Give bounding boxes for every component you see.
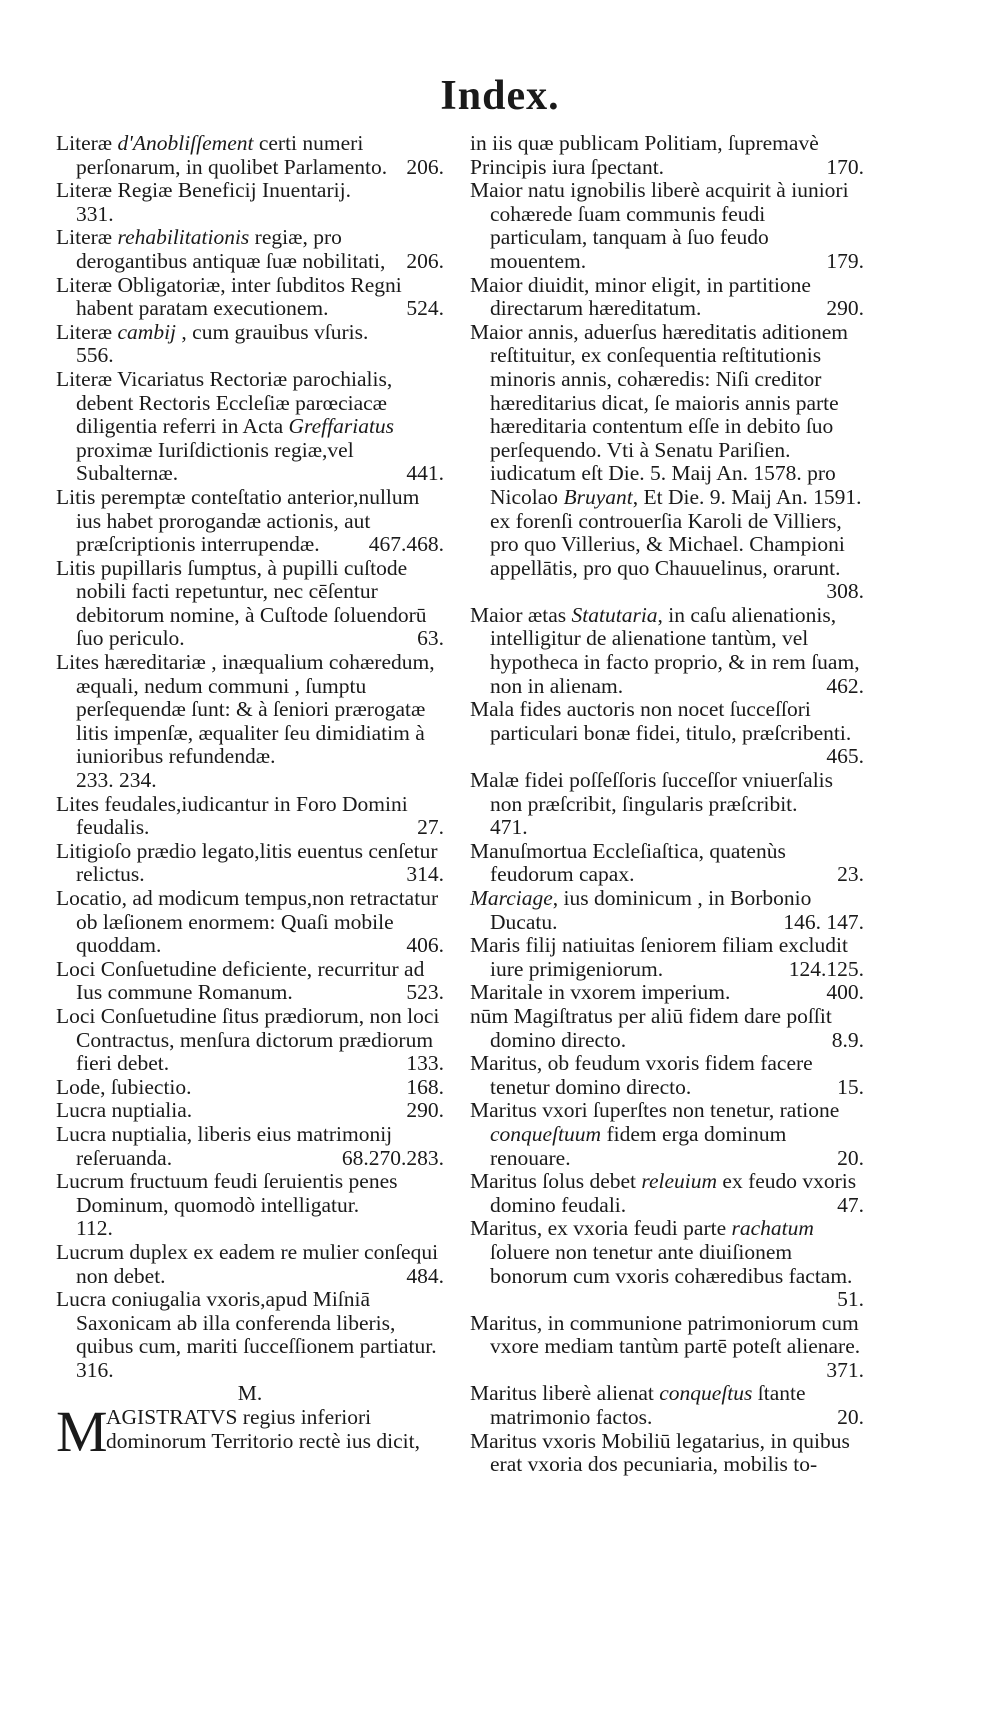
- page-reference: 23.: [837, 862, 864, 887]
- entry-text: Maior natu ignobilis liberè acquirit à iuniori cohærede ſuam communis feudi particulam, tanquam à ſuo feudo mouentem.: [470, 178, 849, 273]
- index-entry: [470, 887, 864, 934]
- page-reference: 15.: [837, 1074, 864, 1099]
- entry-text: certi numeri perſonarum, in quolibet Parlamento.: [76, 131, 388, 179]
- page-reference: 465.: [826, 744, 864, 769]
- index-entry: [56, 1288, 444, 1382]
- page-reference: 47.: [837, 1192, 864, 1217]
- page-reference: 179.: [826, 248, 864, 273]
- right-column: [470, 132, 864, 1477]
- entry-italic-term: Statutaria: [571, 602, 658, 627]
- entry-italic-term: rehabilitationis: [117, 225, 250, 250]
- entry-text: nūm Magiſtratus per aliū fidem dare poſſit domino directo.: [470, 1003, 832, 1052]
- index-entry: [56, 1005, 444, 1076]
- entry-text: Lucrum duplex ex eadem re mulier conſequi non debet.: [56, 1239, 439, 1288]
- index-entry: [56, 1241, 444, 1288]
- page-reference: 524.: [406, 296, 444, 321]
- page-reference: 206.: [406, 154, 444, 179]
- index-entry: [56, 1076, 444, 1100]
- page-reference: 8.9.: [831, 1027, 864, 1052]
- page-reference: 112.: [76, 1216, 113, 1241]
- index-entry: [470, 1005, 864, 1052]
- index-entry: [56, 226, 444, 273]
- index-entry: [56, 1170, 444, 1241]
- index-entry: [56, 179, 444, 226]
- entry-text: Maior annis, aduerſus hæreditatis aditionem reſtituitur, ex conſequentia reſtitutionis minoris annis, cohæredis: Niſi creditor hæreditarius dicat, ſe maioris annis parte hæreditaria contentum eſſe in debito ſuo perſequendo. Vti à Senatu Pariſien. iudicatum eſt Die. 5. Maij An. 1578. pro Nicolao: [470, 319, 848, 509]
- index-entry: [56, 1123, 444, 1170]
- entry-text: Maior ætas: [470, 602, 572, 627]
- page-reference: 471.: [490, 815, 528, 840]
- entry-text: Loci Conſuetudine deficiente, recurritur ad Ius commune Romanum.: [56, 956, 425, 1005]
- entry-text: Maritus, ex vxoria feudi parte: [470, 1216, 732, 1241]
- entry-text: Maritus vxori ſuperſtes non tenetur, ratione: [470, 1098, 840, 1123]
- index-entry: [470, 321, 864, 604]
- entry-text: Lucra nuptialia, liberis eius matrimonij reſeruanda.: [56, 1121, 393, 1170]
- page-reference: 406.: [406, 933, 444, 958]
- entry-text: proximæ Iuriſdictionis regiæ,vel Subalternæ.: [76, 437, 354, 486]
- index-entry: [56, 132, 444, 179]
- entry-text: Maritus ſolus debet: [470, 1169, 642, 1194]
- left-column: [56, 131, 444, 1465]
- entry-italic-term: Marciage: [470, 886, 553, 910]
- index-entry: [470, 274, 864, 321]
- entry-italic-term: d'Anobliſſement: [117, 131, 254, 155]
- page-reference: 308.: [826, 579, 864, 604]
- entry-text: Lucra coniugalia vxoris,apud Miſniā Saxonicam ab illa conferenda liberis, quibus cum, mariti ſucceſſionem partiatur.: [56, 1287, 437, 1359]
- entry-italic-term: Greffariatus: [288, 414, 395, 439]
- entry-text: Lites feudales,iudicantur in Foro Domini feudalis.: [56, 791, 408, 840]
- index-entry: [470, 132, 864, 179]
- index-entry: [470, 1170, 864, 1217]
- page-reference: 462.: [826, 673, 864, 698]
- page-reference: 170.: [826, 154, 864, 179]
- index-entry: [470, 1430, 864, 1477]
- entry-text: Locatio, ad modicum tempus,non retractatur ob læſionem enormem: Quaſi mobile quoddam.: [56, 886, 439, 958]
- index-entry: [470, 698, 864, 769]
- entry-text: Maior diuidit, minor eligit, in partitione directarum hæreditatum.: [470, 272, 811, 321]
- entry-text: Literæ: [56, 131, 118, 155]
- page-reference: 290.: [406, 1098, 444, 1123]
- index-entry: [56, 557, 444, 651]
- entry-text: Maritus, ob feudum vxoris fidem facere tenetur domino directo.: [470, 1051, 813, 1099]
- entry-text: Maritus liberè alienat: [470, 1381, 660, 1406]
- page-reference: 168.: [406, 1074, 444, 1099]
- index-entry: [470, 179, 864, 273]
- index-entry: [56, 274, 444, 321]
- page-reference: 331.: [76, 201, 114, 226]
- page-reference: 290.: [826, 296, 864, 321]
- entry-italic-term: conqueſtus: [659, 1381, 753, 1406]
- entry-text: Loci Conſuetudine ſitus prædiorum, non loci Contractus, menſura dictorum prædiorum fieri debet.: [56, 1003, 440, 1076]
- entry-text: AGISTRATVS regius inferiori dominorum Territorio rectè ius dicit,: [106, 1405, 420, 1453]
- page-reference: 467.468.: [368, 532, 444, 557]
- index-entry: [56, 887, 444, 958]
- page-reference: 556.: [76, 343, 114, 368]
- index-entry: [56, 958, 444, 1005]
- entry-text: Lode, ſubiectio.: [56, 1074, 192, 1099]
- index-entry: [56, 321, 444, 368]
- page-reference: 133.: [406, 1051, 444, 1076]
- entry-text: Literæ: [56, 319, 118, 344]
- page-reference: 20.: [837, 1145, 864, 1170]
- entry-text: fidem erga dominum renouare.: [490, 1121, 787, 1170]
- entry-text: , in caſu alienationis, intelligitur de alienatione tantùm, vel hypotheca in facto proprio, & in rem ſuam, non in alienam.: [490, 602, 860, 698]
- entry-text: in iis quæ publicam Politiam, ſupremavè Principis iura ſpectant.: [470, 131, 819, 179]
- index-entry: [470, 1382, 864, 1429]
- index-entry: [56, 793, 444, 840]
- page-reference: 371.: [826, 1357, 864, 1382]
- entry-italic-term: rachatum: [731, 1216, 814, 1241]
- page-reference: 314.: [406, 862, 444, 887]
- entry-text: Maritale in vxorem imperium.: [470, 980, 731, 1005]
- entry-italic-term: cambij: [117, 319, 177, 344]
- section-first-entry: [56, 1399, 444, 1465]
- entry-text: Literæ: [56, 225, 118, 250]
- section-letter: M.: [237, 1381, 263, 1406]
- index-entry: [56, 840, 444, 887]
- entry-text: ſtante matrimonio factos.: [490, 1381, 806, 1430]
- entry-text: , ius dominicum , in Borbonio Ducatu.: [490, 886, 812, 934]
- index-entry: [470, 840, 864, 887]
- index-entry: [56, 368, 444, 486]
- page-reference: 206.: [406, 248, 444, 273]
- entry-italic-term: conqueſtuum: [490, 1121, 602, 1146]
- entry-text: Manuſmortua Eccleſiaſtica, quatenùs feudorum capax.: [470, 838, 786, 887]
- entry-italic-term: Bruyant: [563, 484, 633, 509]
- entry-italic-term: releuium: [641, 1169, 718, 1194]
- entry-text: , Et Die. 9. Maij An. 1591. ex forenſi controuerſia Karoli de Villiers, pro quo Villerius, & Michael. Championi appellātis, pro quo Chauuelinus, orarunt.: [490, 484, 862, 580]
- entry-text: Maritus, in communione patrimoniorum cum vxore mediam tantùm partē poteſt alienare.: [470, 1310, 861, 1359]
- page-reference: 63.: [417, 626, 444, 651]
- page-reference: 27.: [417, 815, 444, 840]
- page-reference: 441.: [406, 461, 444, 486]
- page-reference: 316.: [76, 1357, 114, 1382]
- entry-text: ſoluere non tenetur ante diuiſionem bonorum cum vxoris cohæredibus factam.: [490, 1239, 853, 1288]
- page-reference: 68.270.283.: [341, 1145, 444, 1170]
- index-entry: [470, 1312, 864, 1383]
- page-reference: 523.: [406, 980, 444, 1005]
- page-title: Index.: [440, 73, 560, 119]
- page-reference: 484.: [406, 1263, 444, 1288]
- index-entry: [56, 1099, 444, 1123]
- entry-text: Lucrum fructuum feudi ſeruientis penes Dominum, quomodò intelligatur.: [56, 1169, 398, 1217]
- entry-text: Mala fides auctoris non nocet ſucceſſori particulari bonæ fidei, titulo, præſcribenti.: [470, 697, 852, 745]
- entry-text: Malæ fidei poſſeſſoris ſucceſſor vniuerſalis non præſcribit, ſingularis præſcribit.: [470, 768, 834, 816]
- drop-cap: M: [56, 1399, 108, 1465]
- entry-text: regiæ, pro derogantibus antiquæ ſuæ nobilitati,: [76, 225, 386, 273]
- index-entry: [470, 1052, 864, 1099]
- page-reference: 51.: [837, 1287, 864, 1312]
- page-reference: 124.125.: [788, 956, 864, 981]
- entry-text: Litis pupillaris ſumptus, à pupilli cuſtode nobili facti repetuntur, nec cēſentur debitorum nomine, à Cuſtode ſoluendorū ſuo periculo.: [56, 555, 427, 651]
- entry-text: Literæ Vicariatus Rectoriæ parochialis, debent Rectoris Eccleſiæ parœciacæ diligentia referri in Acta: [56, 366, 393, 439]
- entry-text: Lites hæreditariæ , inæqualium cohæredum, æquali, nedum communi , ſumptu perſequendæ ſunt: & à ſeniori prærogatæ litis impenſæ, æqualiter ſeu dimidiatim à iunioribus refundendæ.: [56, 650, 435, 769]
- index-entry: [470, 934, 864, 981]
- index-entry: [470, 981, 864, 1005]
- page-reference: 233. 234.: [76, 768, 157, 793]
- entry-text: Lucra nuptialia.: [56, 1098, 193, 1123]
- entry-text: Litis peremptæ conteſtatio anterior,nullum ius habet prorogandæ actionis, aut præſcriptionis interrupendæ.: [56, 484, 420, 557]
- index-entry: [56, 651, 444, 793]
- entry-text: , cum grauibus vſuris.: [176, 319, 369, 344]
- page-reference: 146. 147.: [783, 909, 864, 934]
- entry-text: Maris filij natiuitas ſeniorem filiam excludit iure primigeniorum.: [470, 933, 848, 981]
- index-entry: [56, 486, 444, 557]
- index-entry: [470, 604, 864, 698]
- entry-text: Maritus vxoris Mobiliū legatarius, in quibus erat vxoria dos pecuniaria, mobilis to-: [470, 1428, 850, 1477]
- entry-text: Literæ Regiæ Beneficij Inuentarij.: [56, 178, 351, 203]
- entry-text: Litigioſo prædio legato,litis euentus cenſetur relictus.: [56, 838, 438, 887]
- entry-text: ex feudo vxoris domino feudali.: [490, 1169, 857, 1217]
- index-entry: [470, 1217, 864, 1311]
- page-reference: 20.: [837, 1405, 864, 1430]
- entry-text: Literæ Obligatoriæ, inter ſubditos Regni habent paratam executionem.: [56, 272, 402, 321]
- page-reference: 400.: [826, 980, 864, 1005]
- index-entry: [470, 769, 864, 840]
- index-entry: [470, 1099, 864, 1170]
